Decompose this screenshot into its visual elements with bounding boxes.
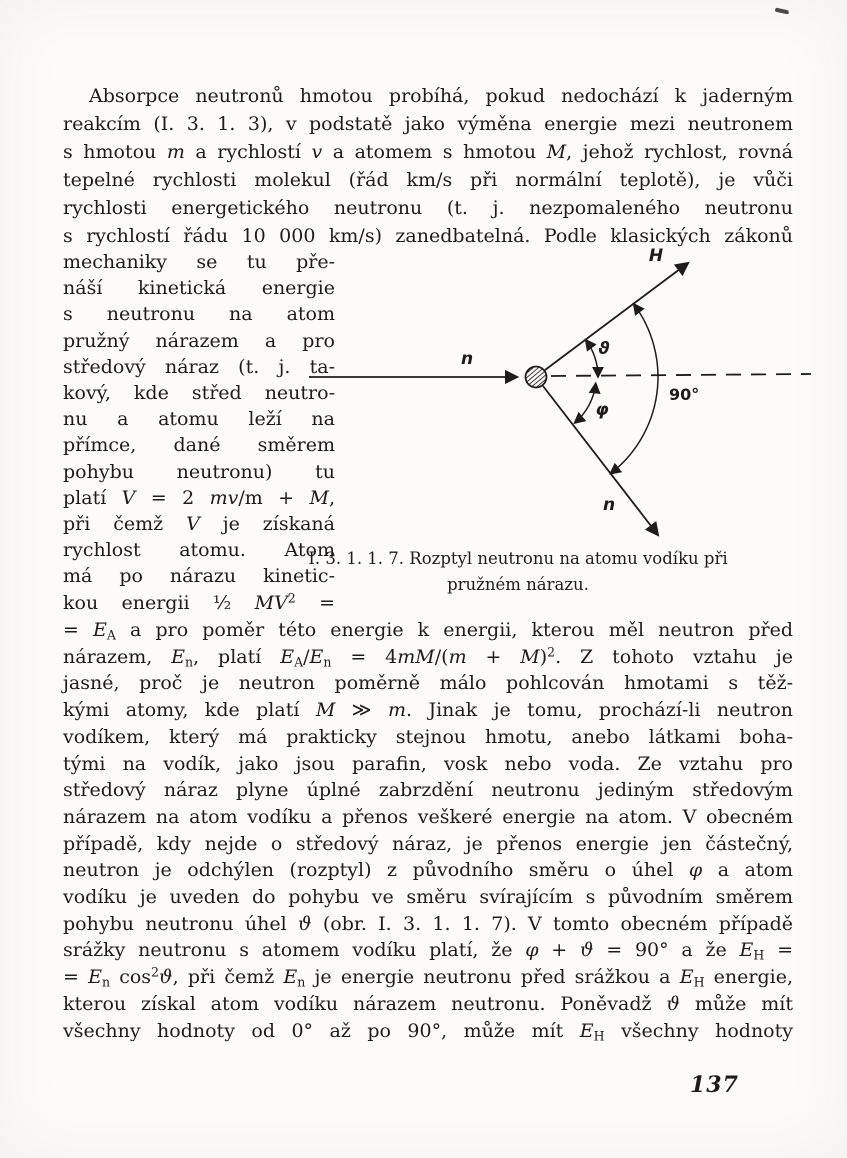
- right-angle-arc: [610, 304, 658, 474]
- text-line: kou energii ½ $MV^2$ =: [63, 590, 335, 614]
- theta-arc: [586, 340, 598, 377]
- phi-arc: [575, 383, 596, 423]
- paragraph-intro: [63, 82, 793, 250]
- text-line: při čemž V je získaná: [63, 513, 335, 536]
- text-line: všechny hodnoty od 0° až po 90°, může mít $E_H$ všechny hodnoty: [63, 1019, 793, 1044]
- text-line: středový náraz (t. j. ta-: [63, 355, 335, 378]
- figure-caption-line2: pružném nárazu.: [447, 575, 589, 594]
- hydrogen-recoil-line: [545, 263, 688, 370]
- text-line: přímce, dané směrem: [63, 434, 335, 457]
- text-line: náší kinetická energie: [63, 277, 335, 300]
- text-line: případě, kdy nejde o středový náraz, je přenos energie jen částečný,: [63, 832, 793, 855]
- text-line: = $E_A$ a pro poměr této energie k energii, kterou měl neutron před: [63, 619, 793, 643]
- figure-caption: [300, 546, 736, 598]
- text-line: kými atomy, kde platí M ≫ m. Jinak je tomu, prochází-li neutron: [63, 699, 793, 722]
- text-line: středový náraz plyne úplné zabrzdění neutronu jediným středovým: [63, 779, 793, 802]
- text-line: s rychlostí řádu 10 000 km/s) zanedbatelná. Podle klasických zákonů: [63, 225, 793, 247]
- text-line: srážky neutronu s atomem vodíku platí, že φ + ϑ = 90° a že $E_H$ =: [63, 939, 793, 963]
- text-line: = $E_n$ $\cos^2ϑ$, při čemž $E_n$ je energie neutronu před srážkou a $E_H$ energie,: [63, 964, 793, 990]
- text-line: nárazem, $E_n$, platí $E_A/E_n = 4mM/(m + M)^2$. Z tohoto vztahu je: [63, 644, 794, 670]
- incident-neutron-label: n: [460, 349, 474, 369]
- text-line: Absorpce neutronů hmotou probíhá, pokud nedochází k jaderným: [89, 85, 793, 107]
- scattered-neutron-label: n: [602, 495, 616, 515]
- pen-mark: [775, 8, 790, 15]
- theta-label: ϑ: [598, 339, 610, 359]
- text-line: kterou získal atom vodíku nárazem neutronu. Poněvadž ϑ může mít: [63, 992, 793, 1015]
- text-line: pohybu neutronu úhel ϑ (obr. I. 3. 1. 1. 7). V tomto obecném případě: [63, 912, 793, 935]
- scattering-diagram: [295, 243, 815, 548]
- text-line: s neutronu na atom: [63, 303, 335, 326]
- text-line: rychlost atomu. Atom: [63, 539, 335, 562]
- atom-nucleus: [526, 367, 547, 388]
- text-line: rychlosti energetického neutronu (t. j. nezpomaleného neutronu: [63, 197, 793, 219]
- text-line: má po nárazu kinetic-: [63, 565, 335, 588]
- text-line: jasné, proč je neutron poměrně málo pohlcován hmotami s těž-: [63, 672, 793, 695]
- text-line: mechaniky se tu pře-: [63, 251, 335, 273]
- text-line: kový, kde střed neutro-: [63, 382, 335, 405]
- hydrogen-label: H: [648, 246, 664, 266]
- text-line: pohybu neutronu) tu: [63, 460, 335, 483]
- phi-label: φ: [595, 400, 609, 420]
- text-line: reakcím (I. 3. 1. 3), v podstatě jako výměna energie mezi neutronem: [63, 113, 793, 135]
- page-number: 137: [690, 1072, 739, 1098]
- figure-caption-line1: I. 3. 1. 1. 7. Rozptyl neutronu na atomu vodíku při: [308, 549, 728, 568]
- text-line: vodíkem, který má prakticky stejnou hmotu, anebo látkami boha-: [63, 725, 793, 748]
- text-line: tepelné rychlosti molekul (řád km/s při normální teplotě), je vůči: [63, 169, 793, 191]
- text-line: nu a atomu leží na: [63, 408, 335, 431]
- text-line: platí V = 2 mv/m + M,: [63, 486, 335, 509]
- text-line: pružný nárazem a pro: [63, 329, 335, 352]
- text-line: s hmotou m a rychlostí v a atomem s hmotou M, jehož rychlost, rovná: [63, 141, 793, 163]
- right-angle-label: 90°: [669, 385, 700, 404]
- text-line: tými na vodík, jako jsou parafin, vosk nebo voda. Ze vztahu pro: [63, 752, 793, 775]
- text-line: vodíku je uveden do pohybu ve směru svírajícím s původním směrem: [63, 886, 793, 909]
- text-line: nárazem na atom vodíku a přenos veškeré energie na atom. V obecném: [63, 805, 793, 828]
- original-direction-dashed-line: [551, 374, 811, 376]
- paragraph-main: [63, 617, 793, 1044]
- text-line: neutron je odchýlen (rozptyl) z původního směru o úhel φ a atom: [63, 859, 794, 882]
